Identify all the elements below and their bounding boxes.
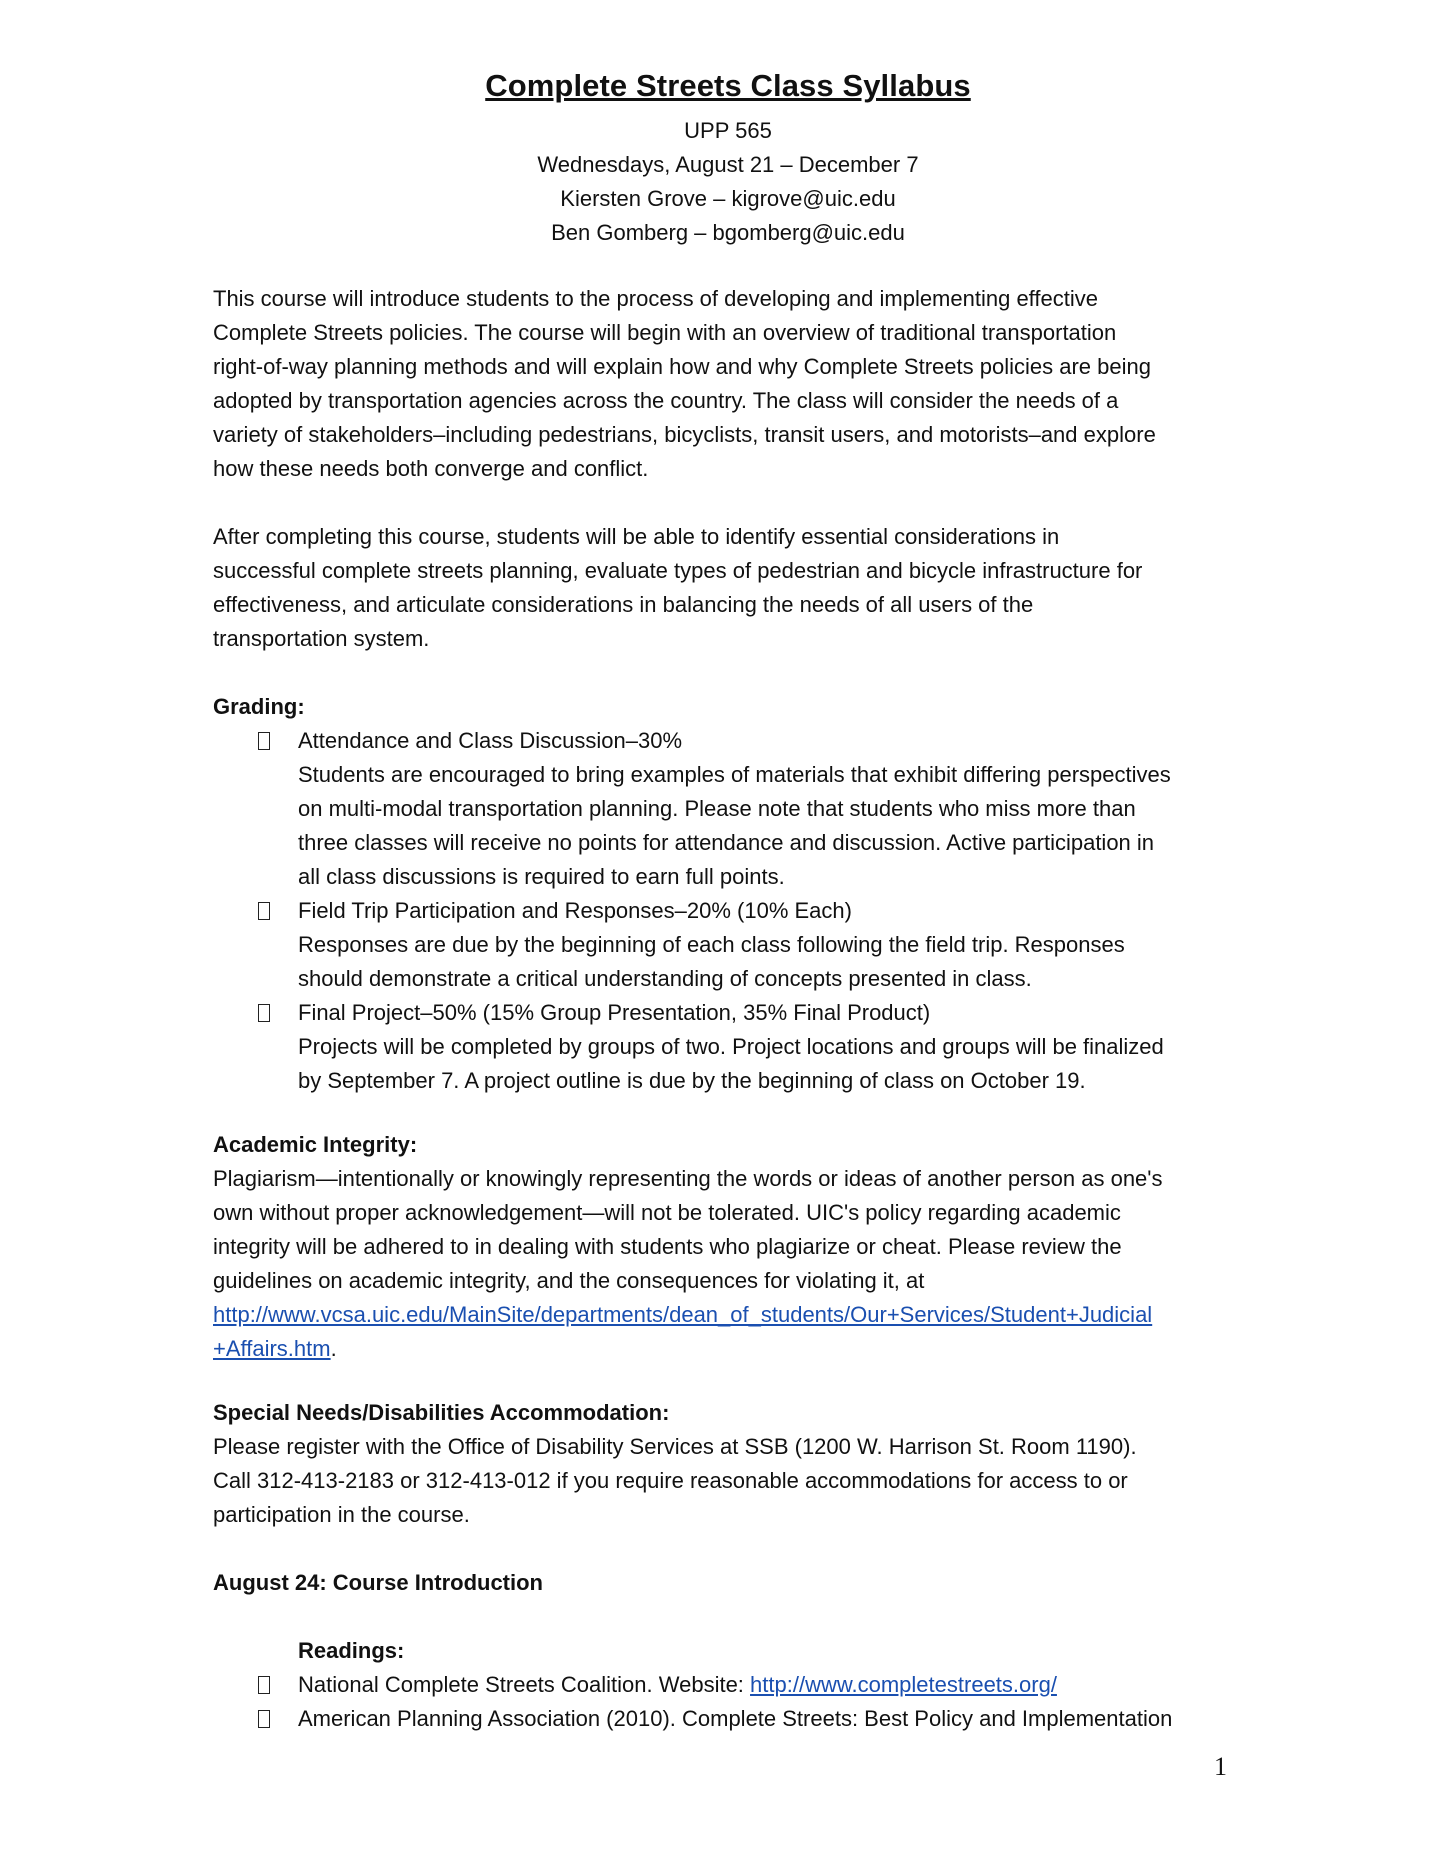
reading-text: National Complete Streets Coalition. Website: <box>298 1672 751 1697</box>
spacer <box>213 1600 1253 1634</box>
grading-heading: Grading: <box>213 694 305 719</box>
integrity-section <box>213 1128 1253 1366</box>
link-suffix: . <box>330 1336 337 1361</box>
grading-item <box>213 996 1253 1098</box>
course-code: UPP 565 <box>684 118 772 143</box>
outcomes-line: After completing this course, students will be able to identify essential considerations in <box>213 524 1060 549</box>
bullet-box-icon <box>258 732 270 750</box>
reading-line <box>298 1668 1253 1702</box>
outcomes-paragraph <box>213 520 1253 656</box>
complete-streets-link[interactable]: http://www.completestreets.org/ <box>750 1672 1057 1697</box>
reading-item <box>213 1702 1253 1736</box>
grading-item <box>213 894 1253 996</box>
grading-item-title: Final Project–50% (15% Group Presentation, 35% Final Product) <box>298 1000 931 1025</box>
instructor-1: Kiersten Grove – kigrove@uic.edu <box>560 186 896 211</box>
grading-item-line: by September 7. A project outline is due by the beginning of class on October 19. <box>298 1068 1086 1093</box>
page-title: Complete Streets Class Syllabus <box>485 68 971 103</box>
integrity-line: Plagiarism—intentionally or knowingly representing the words or ideas of another person as one's <box>213 1166 1163 1191</box>
grading-item <box>213 724 1253 894</box>
outcomes-line: successful complete streets planning, evaluate types of pedestrian and bicycle infrastructure for <box>213 558 1143 583</box>
integrity-policy-link-continued[interactable]: +Affairs.htm <box>213 1336 331 1361</box>
integrity-heading: Academic Integrity: <box>213 1132 418 1157</box>
intro-line: variety of stakeholders–including pedestrians, bicyclists, transit users, and motorists–and explore <box>213 422 1156 447</box>
grading-section <box>213 690 1253 1098</box>
grading-item-line: on multi-modal transportation planning. Please note that students who miss more than <box>298 796 1136 821</box>
grading-item-line: should demonstrate a critical understanding of concepts presented in class. <box>298 966 1032 991</box>
outcomes-line: effectiveness, and articulate considerations in balancing the needs of all users of the <box>213 592 1034 617</box>
readings-heading: Readings: <box>298 1638 405 1663</box>
page-number: 1 <box>1214 1752 1227 1781</box>
grading-item-line: three classes will receive no points for attendance and discussion. Active participation in <box>298 830 1155 855</box>
integrity-line: guidelines on academic integrity, and the consequences for violating it, at <box>213 1268 925 1293</box>
outcomes-line: transportation system. <box>213 626 430 651</box>
bullet-box-icon <box>258 1676 270 1694</box>
grading-item-line: all class discussions is required to earn full points. <box>298 864 785 889</box>
accommodation-line: Call 312-413-2183 or 312-413-012 if you require reasonable accommodations for access to or <box>213 1468 1128 1493</box>
intro-line: how these needs both converge and conflict. <box>213 456 649 481</box>
session-heading: August 24: Course Introduction <box>213 1570 543 1595</box>
grading-item-line: Responses are due by the beginning of each class following the field trip. Responses <box>298 932 1125 957</box>
integrity-line: own without proper acknowledgement—will not be tolerated. UIC's policy regarding academic <box>213 1200 1121 1225</box>
integrity-link-row <box>213 1332 1253 1366</box>
integrity-line: integrity will be adhered to in dealing with students who plagiarize or cheat. Please review the <box>213 1234 1122 1259</box>
bullet-box-icon <box>258 1004 270 1022</box>
bullet-box-icon <box>258 902 270 920</box>
intro-line: right-of-way planning methods and will explain how and why Complete Streets policies are being <box>213 354 1151 379</box>
intro-line: adopted by transportation agencies across the country. The class will consider the needs of a <box>213 388 1119 413</box>
integrity-link-row <box>213 1298 1253 1332</box>
session-section <box>213 1566 1253 1736</box>
accommodation-line: participation in the course. <box>213 1502 470 1527</box>
accommodation-section <box>213 1396 1253 1532</box>
course-schedule: Wednesdays, August 21 – December 7 <box>537 152 919 177</box>
grading-item-title: Attendance and Class Discussion–30% <box>298 728 683 753</box>
bullet-box-icon <box>258 1710 270 1728</box>
intro-paragraph <box>213 282 1253 486</box>
integrity-policy-link[interactable]: http://www.vcsa.uic.edu/MainSite/departments/dean_of_students/Our+Services/Student+Judicial <box>213 1302 1153 1327</box>
intro-line: Complete Streets policies. The course will begin with an overview of traditional transportation <box>213 320 1117 345</box>
intro-line: This course will introduce students to the process of developing and implementing effective <box>213 286 1098 311</box>
accommodation-line: Please register with the Office of Disability Services at SSB (1200 W. Harrison St. Room 1190). <box>213 1434 1137 1459</box>
reading-line: American Planning Association (2010). Complete Streets: Best Policy and Implementation <box>298 1706 1173 1731</box>
grading-item-title: Field Trip Participation and Responses–20% (10% Each) <box>298 898 852 923</box>
reading-item <box>213 1668 1253 1702</box>
accommodation-heading: Special Needs/Disabilities Accommodation: <box>213 1400 670 1425</box>
instructor-2: Ben Gomberg – bgomberg@uic.edu <box>551 220 905 245</box>
grading-item-line: Students are encouraged to bring examples of materials that exhibit differing perspectives <box>298 762 1171 787</box>
course-header <box>0 114 1456 250</box>
grading-item-line: Projects will be completed by groups of two. Project locations and groups will be finalized <box>298 1034 1164 1059</box>
